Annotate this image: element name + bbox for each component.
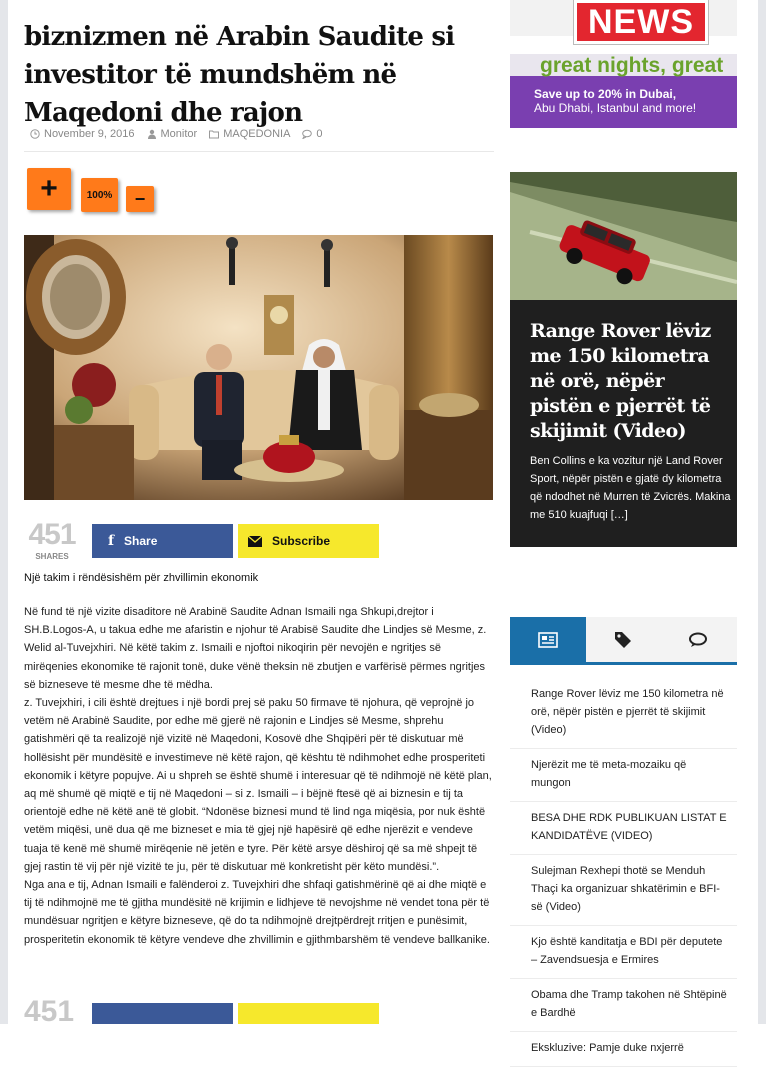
tab-comments[interactable] (661, 617, 737, 662)
travel-ad-banner[interactable] (510, 54, 737, 128)
user-icon (147, 129, 157, 139)
article-comments[interactable]: 0 (302, 128, 322, 140)
zoom-out-button[interactable]: − (126, 186, 154, 212)
newspaper-icon (538, 632, 558, 648)
article-paragraph: Në fund të një vizite disaditore në Arabinë Saudite Adnan Ismaili nga Shkupi,drejtor i SH.B.Logos-A, u takua edhe me afaristin e njohur të Arabisë Saudite dhe Lindjes së Mesme, z. Welid al-Tuvejxhiri. Në këtë takim z. Ismaili e njoftoi nikoqirin për nevojën e ngritjes së mirëqenies ekonomike të rajonit tonë, duke vënë theksin në zbutjen e varfërisë përmes ngritjes së bizneseve të mesme dhe të mëdha. (24, 606, 487, 691)
facebook-icon: f (108, 533, 115, 549)
article-lead: Një takim i rëndësishëm për zhvillimin ekonomik (24, 572, 259, 584)
list-item[interactable]: Njerëzit me të meta-mozaiku që mungon (510, 749, 737, 802)
meta-divider (24, 151, 494, 152)
list-item[interactable]: Kjo është kanditatja e BDI për deputete – Zavendsuesja e Ermires (510, 926, 737, 979)
comments-icon (689, 632, 709, 648)
featured-post-title[interactable]: Range Rover lëviz me 150 kilometra në orë, nëpër pistën e pjerrët të skijimit (Video) (530, 320, 711, 442)
list-item[interactable]: Obama dhe Tramp takohen në Shtëpinë e Bardhë (510, 979, 737, 1032)
article-category[interactable]: MAQEDONIA (209, 128, 290, 140)
facebook-share-button[interactable]: f Share (92, 524, 233, 558)
tab-tags[interactable] (586, 617, 662, 662)
folder-icon (209, 129, 219, 139)
tags-icon (614, 631, 634, 649)
article-paragraph: z. Tuvejxhiri, i cili është drejtues i një bordi prej së paku 50 firmave të njohura, që veprojnë jo vetëm në Arabinë Saudite, por edhe më gjerë në rajonin e Lindjes së Mesme, shprehu gatishmëri që ta realizojë një vizitë në Maqedoni, Kosovë dhe Shqipëri për të diskutuar më hollësisht për mundësitë e investimeve në këtë rajon, që kështu të ndihmohet edhe prosperiteti ekonomik i këtyre popujve. Ai u shpreh se është shumë i interesuar që të ndihmojë në këtë plan, aq më shumë që miqtë e tij në Maqedoni – si z. Ismaili – i bëjnë ftesë që ai biznesin e tij ta orientojë edhe në këtë anë të globit. “Ndonëse biznesi mund të lind nga miqësia, por nuk është vetëm miqësi, unë dua që me bizneset e mia të gjej një hapësirë që edhe njerëzit e vendeve tuaja të kenë më shumë mirëqenie në jetën e tyre. Për këtë arsye dëshiroj që sa më shpejt të gjej rastin të vij për një vizitë te ju, për të diskutuar më konkretisht për këto mundësi.”. (24, 697, 492, 873)
recent-posts-list (510, 678, 737, 1067)
article-title: biznizmen në Arabin Saudite si investitor të mundshëm në Maqedoni dhe rajon (24, 22, 455, 128)
news-logo[interactable]: NEWS (574, 0, 708, 44)
article-paragraph: Nga ana e tij, Adnan Ismaili e falënderoi z. Tuvejxhiri dhe shfaqi gatishmërinë që ai dhe miqtë e tij të ndihmojnë me të gjitha mundësitë në krijimin e lidhjeve të nevojshme në vendet tona për të mundësuar ngritjen e këtyre bizneseve, që do ta ndihmojnë drejtpërdrejt rritjen e punësimit, prosperitetin ekonomik të këtyre vendeve dhe zhvillimin e gjithmbarshëm të vendeve ballkanike. (24, 879, 490, 946)
article-author[interactable]: Monitor (147, 128, 198, 140)
article-body (24, 603, 494, 949)
list-item[interactable]: Ekskluzive: Pamje duke nxjerrë (510, 1032, 737, 1067)
zoom-in-button[interactable]: + (27, 168, 71, 210)
envelope-icon (248, 536, 262, 547)
bottom-subscribe-button[interactable] (238, 1003, 379, 1024)
list-item[interactable]: BESA DHE RDK PUBLIKUAN LISTAT E KANDIDATËVE (VIDEO) (510, 802, 737, 855)
article-date: November 9, 2016 (30, 128, 135, 140)
featured-post-card[interactable] (510, 172, 737, 547)
tab-recent[interactable] (510, 617, 586, 662)
window-frame-left (0, 0, 8, 1024)
clock-icon (30, 129, 40, 139)
share-count-label: SHARES (35, 552, 69, 561)
share-counter (24, 520, 80, 561)
share-count-number: 451 (28, 518, 76, 551)
bottom-facebook-share-button[interactable] (92, 1003, 233, 1024)
article-meta (30, 128, 323, 140)
comment-icon (302, 129, 312, 139)
zoom-level-button[interactable]: 100% (81, 178, 118, 212)
article-photo (24, 235, 493, 500)
featured-post-image (510, 172, 737, 300)
window-frame-right (758, 0, 766, 1024)
sidebar-tabs (510, 617, 737, 665)
bottom-share-count: 451 (24, 997, 75, 1024)
featured-post-excerpt: Ben Collins e ka vozitur një Land Rover Sport, nëpër pistën e gjatë dy kilometra që ndodhet në Murren të Zvicrës. Makina me 510 kuajfuqi […] (530, 455, 731, 521)
ad-headline: great nights, great (510, 54, 737, 76)
subscribe-button[interactable]: Subscribe (238, 524, 379, 558)
list-item[interactable]: Range Rover lëviz me 150 kilometra në orë, nëpër pistën e pjerrët të skijimit (Video) (510, 678, 737, 749)
list-item[interactable]: Sulejman Rexhepi thotë se Menduh Thaçi ka organizuar shkatërimin e BFI-së (Video) (510, 855, 737, 926)
ad-body: Save up to 20% in Dubai, Abu Dhabi, Istanbul and more! (534, 87, 697, 115)
